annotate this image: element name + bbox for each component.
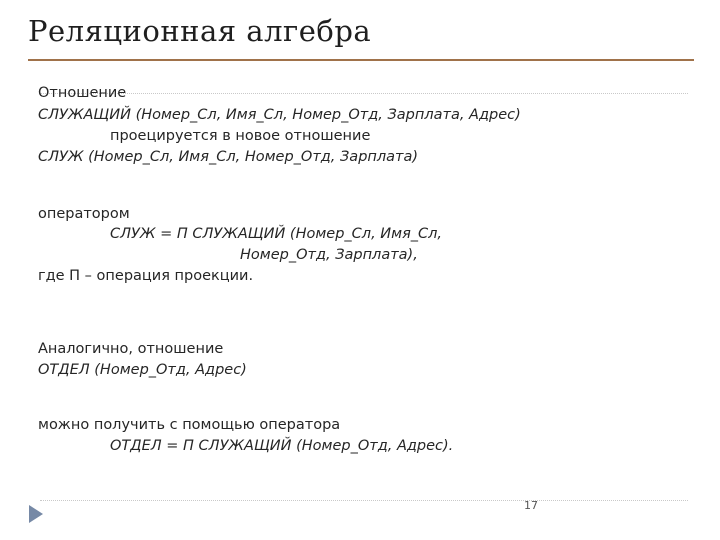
body-text-line: оператором: [38, 206, 130, 222]
dotted-divider: [40, 500, 688, 501]
dotted-divider: [40, 93, 688, 94]
body-text-line: СЛУЖ = П СЛУЖАЩИЙ (Номер_Сл, Имя_Сл,: [110, 226, 443, 242]
body-text-line: СЛУЖ (Номер_Сл, Имя_Сл, Номер_Отд, Зарплата): [38, 149, 419, 165]
body-text-line: проецируется в новое отношение: [110, 128, 371, 144]
body-text-line: СЛУЖАЩИЙ (Номер_Сл, Имя_Сл, Номер_Отд, Зарплата, Адрес): [38, 107, 521, 123]
page-number: 17: [524, 499, 538, 512]
slide-title: Реляционная алгебра: [28, 14, 372, 48]
body-text-line: Аналогично, отношение: [38, 341, 224, 357]
body-text-line: ОТДЕЛ (Номер_Отд, Адрес): [38, 362, 247, 378]
body-text-line: ОТДЕЛ = П СЛУЖАЩИЙ (Номер_Отд, Адрес).: [110, 438, 454, 454]
body-text-line: Номер_Отд, Зарплата),: [240, 247, 418, 263]
title-underline: [28, 59, 694, 61]
body-text-line: можно получить с помощью оператора: [38, 417, 341, 433]
body-text-line: Отношение: [38, 85, 127, 101]
body-text-line: где П – операция проекции.: [38, 268, 254, 284]
triangle-arrow-right-icon: [29, 505, 43, 523]
